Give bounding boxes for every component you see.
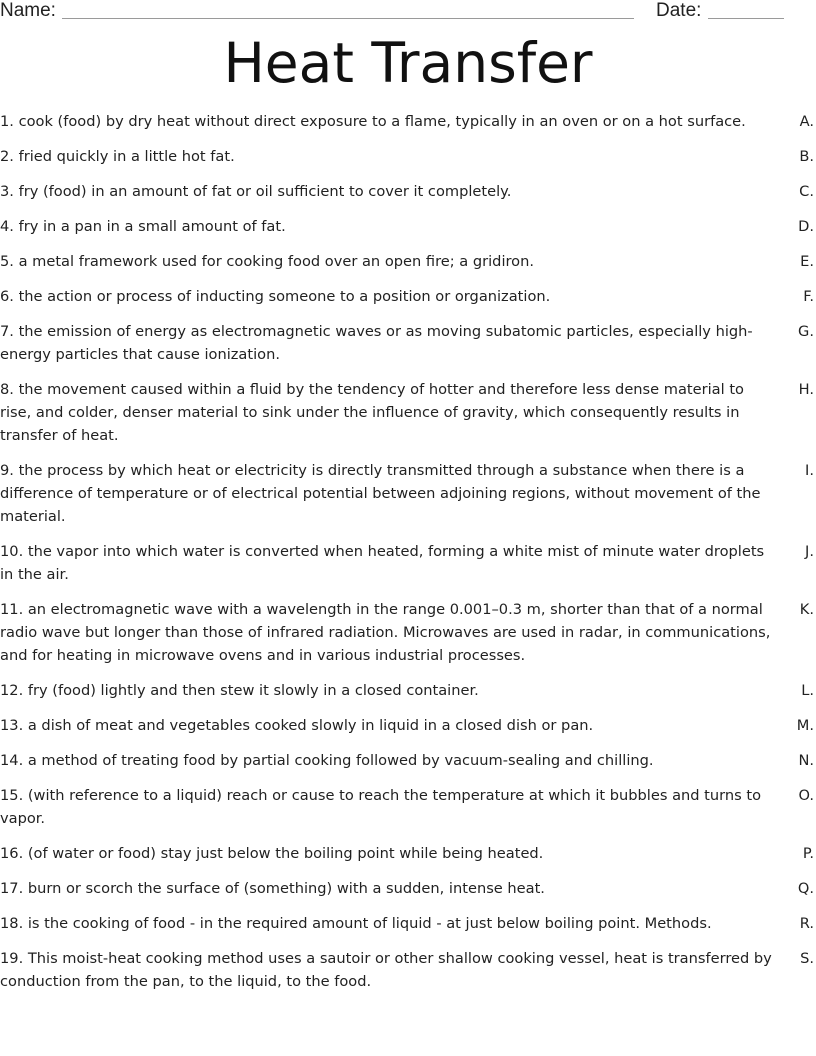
name-blank-line <box>62 18 634 19</box>
name-label: Name: <box>0 0 56 21</box>
answer-letter: C. <box>799 183 814 200</box>
question-text: 3. fry (food) in an amount of fat or oil sufficient to cover it completely. <box>0 183 512 200</box>
answer-letter: A. <box>799 113 814 130</box>
question-text: 15. (with reference to a liquid) reach or cause to reach the temperature at which it bubbles and turns to vapor. <box>0 787 762 827</box>
answer-letter: G. <box>798 323 814 340</box>
question-row <box>0 110 816 133</box>
worksheet-header <box>0 0 816 24</box>
question-text: 8. the movement caused within a fluid by the tendency of hotter and therefore less dense material to rise, and colder, denser material to sink under the influence of gravity, which consequently results in transfer of heat. <box>0 381 744 444</box>
answer-letter: Q. <box>797 880 814 897</box>
page-title: Heat Transfer <box>223 31 593 95</box>
answer-letter: N. <box>798 752 814 769</box>
answer-letter: P. <box>802 845 814 862</box>
date-label: Date: <box>656 0 702 21</box>
answer-letter: S. <box>800 950 814 967</box>
question-row <box>0 842 816 865</box>
question-text: 2. fried quickly in a little hot fat. <box>0 148 235 165</box>
answer-letter: L. <box>801 682 814 699</box>
question-row <box>0 947 816 993</box>
question-row <box>0 459 816 528</box>
question-row <box>0 378 816 447</box>
question-text: 7. the emission of energy as electromagnetic waves or as moving subatomic particles, especially high-energy particles that cause ionization. <box>0 323 753 363</box>
question-text: 1. cook (food) by dry heat without direct exposure to a flame, typically in an oven or on a hot surface. <box>0 113 746 130</box>
date-blank-line <box>708 18 784 19</box>
question-row <box>0 540 816 586</box>
question-row <box>0 877 816 900</box>
question-text: 6. the action or process of inducting someone to a position or organization. <box>0 288 551 305</box>
question-text: 17. burn or scorch the surface of (something) with a sudden, intense heat. <box>0 880 545 897</box>
question-text: 16. (of water or food) stay just below the boiling point while being heated. <box>0 845 544 862</box>
question-text: 14. a method of treating food by partial cooking followed by vacuum-sealing and chilling. <box>0 752 654 769</box>
question-row <box>0 598 816 667</box>
question-text: 9. the process by which heat or electricity is directly transmitted through a substance when there is a difference of temperature or of electrical potential between adjoining regions, without movement of the material. <box>0 462 761 525</box>
question-text: 19. This moist-heat cooking method uses a sautoir or other shallow cooking vessel, heat is transferred by conduction from the pan, to the liquid, to the food. <box>0 950 772 990</box>
answer-letter: K. <box>799 601 814 618</box>
question-text: 5. a metal framework used for cooking food over an open fire; a gridiron. <box>0 253 534 270</box>
question-text: 4. fry in a pan in a small amount of fat. <box>0 218 286 235</box>
question-row <box>0 912 816 935</box>
answer-letter: M. <box>796 717 814 734</box>
answer-letter: E. <box>800 253 814 270</box>
answer-letter: F. <box>803 288 814 305</box>
question-text: 11. an electromagnetic wave with a wavelength in the range 0.001–0.3 m, shorter than that of a normal radio wave but longer than those of infrared radiation. Microwaves are used in radar, in communications, and for heating in microwave ovens and in various industrial processes. <box>0 601 771 664</box>
question-text: 12. fry (food) lightly and then stew it slowly in a closed container. <box>0 682 479 699</box>
question-row <box>0 784 816 830</box>
answer-letter: D. <box>798 218 814 235</box>
question-row <box>0 215 816 238</box>
question-text: 10. the vapor into which water is converted when heated, forming a white mist of minute water droplets in the air. <box>0 543 765 583</box>
question-row <box>0 320 816 366</box>
question-row <box>0 285 816 308</box>
answer-letter: I. <box>805 462 814 479</box>
answer-letter: H. <box>798 381 814 398</box>
answer-letter: J. <box>805 543 814 560</box>
answer-letter: O. <box>798 787 814 804</box>
question-text: 18. is the cooking of food - in the required amount of liquid - at just below boiling point. Methods. <box>0 915 712 932</box>
question-row <box>0 180 816 203</box>
question-row <box>0 749 816 772</box>
question-row <box>0 679 816 702</box>
answer-letter: R. <box>799 915 814 932</box>
question-list <box>0 110 816 1005</box>
question-row <box>0 145 816 168</box>
question-row <box>0 250 816 273</box>
question-text: 13. a dish of meat and vegetables cooked slowly in liquid in a closed dish or pan. <box>0 717 594 734</box>
question-row <box>0 714 816 737</box>
answer-letter: B. <box>799 148 814 165</box>
